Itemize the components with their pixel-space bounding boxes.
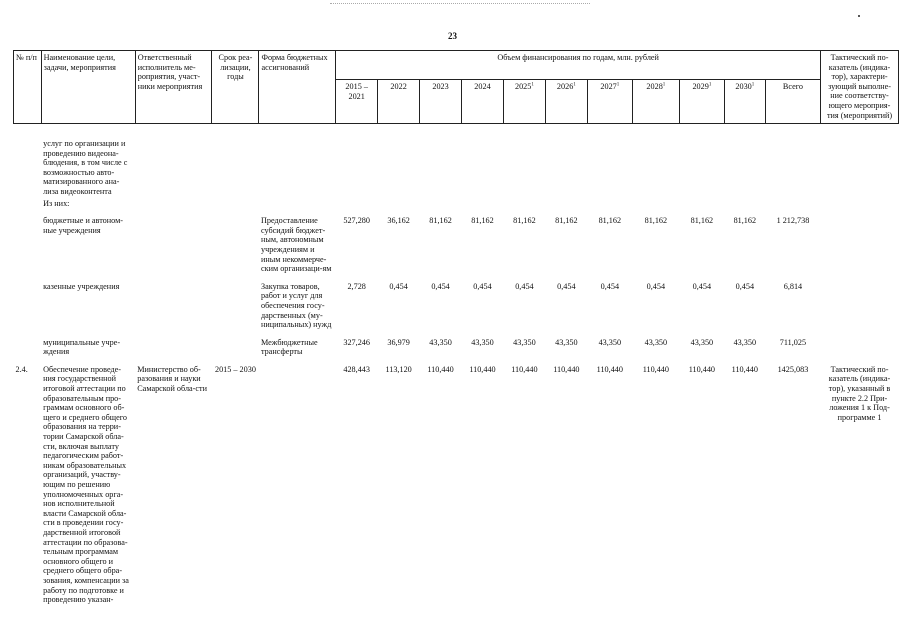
row-form bbox=[259, 138, 336, 198]
top-scan-line bbox=[330, 3, 590, 5]
row-value: 43,350 bbox=[471, 337, 494, 347]
row-value bbox=[679, 138, 724, 198]
row-value: 0,454 bbox=[389, 281, 408, 291]
row-value bbox=[632, 138, 679, 198]
header-year-footnote: 1 bbox=[662, 82, 666, 88]
row-value: 110,440 bbox=[553, 364, 580, 374]
row-value: 0,454 bbox=[515, 281, 534, 291]
row-value: 36,162 bbox=[387, 216, 410, 226]
row-form: Межбюджетные трансферты bbox=[260, 337, 318, 357]
row-term bbox=[212, 215, 259, 275]
row-value: 81,162 bbox=[471, 216, 494, 226]
row-num: 2.4. bbox=[15, 364, 28, 374]
row-value: 110,440 bbox=[469, 364, 496, 374]
header-year bbox=[679, 80, 724, 124]
row-value: 110,440 bbox=[731, 364, 758, 374]
header-year-label: 2027 bbox=[600, 82, 617, 91]
row-term: 2015 – 2030 bbox=[214, 364, 256, 374]
row-indicator bbox=[821, 215, 899, 275]
row-value bbox=[378, 198, 420, 210]
row-value bbox=[336, 138, 378, 198]
row-value bbox=[587, 198, 632, 210]
row-form: Закупка товаров, работ и услуг для обеспечения госу-дарственных (му-ниципальных) нужд bbox=[260, 281, 332, 330]
row-value bbox=[462, 138, 504, 198]
row-value: 81,162 bbox=[733, 216, 757, 226]
row-value bbox=[724, 138, 765, 198]
row-num bbox=[14, 337, 42, 358]
header-financing: Объем финансирования по годам, млн. рублей bbox=[336, 51, 821, 80]
header-indicator: Тактический по-казатель (индика-тор), характери-зующий выполне-ние соответству-ющего мероприя-тия (мероприятий) bbox=[821, 51, 899, 124]
header-year-label: 2023 bbox=[432, 82, 449, 91]
row-name: Обеспечение проведе-ния государственной итоговой аттестации по образовательным про-граммам основного об-щего и среднего общего образования на терри-тории Самарской обла-сти, включая выплату педагогическим работ-никам образовательных организаций, участву-ющим по решению уполномоченных орга-нов исполнительной власти Самарской обла-сти в проведении госу-дарственной итоговой аттестации по образова-тельным программам основного общего и среднего общего обра-зования, компенсации за работу по подготовке и проведению указан- bbox=[43, 364, 129, 605]
row-value: 81,162 bbox=[555, 216, 578, 226]
row-value bbox=[765, 138, 820, 198]
row-value bbox=[462, 198, 504, 210]
header-year-label: 2028 bbox=[646, 82, 663, 91]
table-row bbox=[14, 364, 899, 606]
row-value: 110,440 bbox=[596, 364, 623, 374]
row-form bbox=[259, 198, 336, 210]
row-value: 327,246 bbox=[343, 337, 370, 347]
row-name: казенные учреждения bbox=[43, 281, 120, 291]
row-indicator bbox=[821, 337, 899, 358]
row-value: 527,280 bbox=[343, 216, 370, 226]
row-value: 0,454 bbox=[431, 281, 450, 291]
header-form: Форма бюджетных ассигнований bbox=[259, 51, 336, 124]
row-indicator: Тактический по-казатель (индика-тор), указанный в пункте 2.2 При-ложения 1 к Под-программе 1 bbox=[828, 364, 891, 422]
row-value: 0,454 bbox=[735, 281, 755, 291]
row-indicator bbox=[821, 198, 899, 210]
table-row bbox=[14, 337, 899, 358]
header-year-label: 2024 bbox=[474, 82, 491, 91]
header-year-label: 2026 bbox=[556, 82, 574, 91]
row-value bbox=[765, 198, 820, 210]
row-value: 110,440 bbox=[511, 364, 538, 374]
row-num bbox=[14, 198, 42, 210]
header-year bbox=[462, 80, 504, 124]
row-value bbox=[420, 198, 462, 210]
row-value: 0,454 bbox=[557, 281, 576, 291]
row-value: 81,162 bbox=[598, 216, 622, 226]
row-value bbox=[545, 138, 587, 198]
row-executor bbox=[135, 337, 212, 358]
row-value bbox=[724, 198, 765, 210]
row-executor bbox=[135, 281, 212, 331]
header-year-footnote: 1 bbox=[531, 82, 534, 88]
row-value: 43,350 bbox=[644, 337, 668, 347]
row-value bbox=[503, 138, 545, 198]
row-value bbox=[587, 138, 632, 198]
row-value: 113,120 bbox=[385, 364, 412, 374]
row-value bbox=[336, 198, 378, 210]
header-year-label: 2015 – 2021 bbox=[345, 82, 368, 101]
header-year-footnote: 1 bbox=[708, 82, 712, 88]
row-executor bbox=[135, 198, 212, 210]
header-term: Срок реа-лизации, годы bbox=[212, 51, 259, 124]
row-value bbox=[679, 198, 724, 210]
table-row bbox=[14, 281, 899, 331]
row-term bbox=[212, 198, 259, 210]
row-value: 6,814 bbox=[783, 281, 803, 291]
row-value: 711,025 bbox=[779, 337, 807, 347]
header-year bbox=[545, 80, 587, 124]
row-value: 1425,083 bbox=[777, 364, 809, 374]
row-name: услуг по организации и проведению видеона-блюдения, в том числе с возможностью авто-матизированного ана-лиза видеоконтента bbox=[43, 139, 128, 196]
row-form: Предоставление субсидий бюджет-ным, автономным учреждениям и иным некоммерче-ским организаци-ям bbox=[260, 216, 332, 274]
header-year bbox=[587, 80, 632, 124]
row-value: 110,440 bbox=[427, 364, 454, 374]
row-value: 43,350 bbox=[429, 337, 452, 347]
table-body bbox=[14, 124, 899, 606]
header-year bbox=[420, 80, 462, 124]
row-executor: Министерство об-разования и науки Самарской обла-сти bbox=[137, 364, 207, 394]
row-value: 81,162 bbox=[644, 216, 668, 226]
header-year-label: 2030 bbox=[735, 82, 752, 91]
row-value: 43,350 bbox=[513, 337, 536, 347]
header-year bbox=[632, 80, 679, 124]
row-executor bbox=[135, 215, 212, 275]
row-name: муниципальные учре-ждения bbox=[43, 337, 121, 357]
header-row-1 bbox=[14, 51, 899, 80]
row-num bbox=[14, 215, 42, 275]
header-year bbox=[503, 80, 545, 124]
scan-speck bbox=[858, 15, 860, 17]
row-value: 428,443 bbox=[343, 364, 370, 374]
row-value: 43,350 bbox=[598, 337, 622, 347]
header-year-footnote: 1 bbox=[751, 82, 755, 88]
row-indicator bbox=[821, 281, 899, 331]
row-value: 36,979 bbox=[387, 337, 410, 347]
header-year bbox=[765, 80, 820, 124]
row-term bbox=[212, 337, 259, 358]
row-value: 0,454 bbox=[473, 281, 492, 291]
row-value: 81,162 bbox=[429, 216, 452, 226]
row-value: 2,728 bbox=[347, 281, 366, 291]
row-value bbox=[503, 198, 545, 210]
financing-table bbox=[13, 50, 899, 606]
row-indicator bbox=[821, 138, 899, 198]
row-value bbox=[378, 138, 420, 198]
row-value: 81,162 bbox=[513, 216, 536, 226]
row-value bbox=[632, 198, 679, 210]
row-value: 110,440 bbox=[688, 364, 716, 374]
row-executor bbox=[135, 138, 212, 198]
header-year-label: 2029 bbox=[692, 82, 709, 91]
row-value: 43,350 bbox=[555, 337, 578, 347]
row-term bbox=[212, 281, 259, 331]
row-value: 43,350 bbox=[690, 337, 714, 347]
page-number: 23 bbox=[448, 31, 457, 41]
row-value: 1 212,738 bbox=[776, 216, 810, 226]
header-year-label: 2025 bbox=[514, 82, 532, 91]
row-num bbox=[14, 281, 42, 331]
header-year bbox=[724, 80, 765, 124]
row-value bbox=[420, 138, 462, 198]
row-value: 0,454 bbox=[692, 281, 712, 291]
header-num: № п/п bbox=[14, 51, 42, 124]
header-year-footnote: 1 bbox=[616, 82, 620, 88]
table-row bbox=[14, 215, 899, 275]
row-form bbox=[259, 364, 336, 606]
header-year bbox=[378, 80, 420, 124]
row-value: 110,440 bbox=[642, 364, 669, 374]
header-year-footnote: 1 bbox=[573, 82, 576, 88]
row-value: 43,350 bbox=[733, 337, 757, 347]
row-value: 81,162 bbox=[690, 216, 714, 226]
table-row bbox=[14, 198, 899, 210]
row-value bbox=[545, 198, 587, 210]
header-executor: Ответственный исполнитель ме-роприятия, участ-ники мероприятия bbox=[135, 51, 212, 124]
header-name: Наименование цели, задачи, мероприятия bbox=[41, 51, 135, 124]
header-year-label: 2022 bbox=[390, 82, 407, 91]
header-year-label: Всего bbox=[782, 82, 803, 91]
table-row bbox=[14, 138, 899, 198]
row-name: Из них: bbox=[43, 198, 70, 208]
row-value: 0,454 bbox=[646, 281, 666, 291]
row-term bbox=[212, 138, 259, 198]
row-value: 0,454 bbox=[600, 281, 620, 291]
row-name: бюджетные и автоном-ные учреждения bbox=[43, 216, 123, 235]
row-num bbox=[14, 138, 42, 198]
header-year bbox=[336, 80, 378, 124]
